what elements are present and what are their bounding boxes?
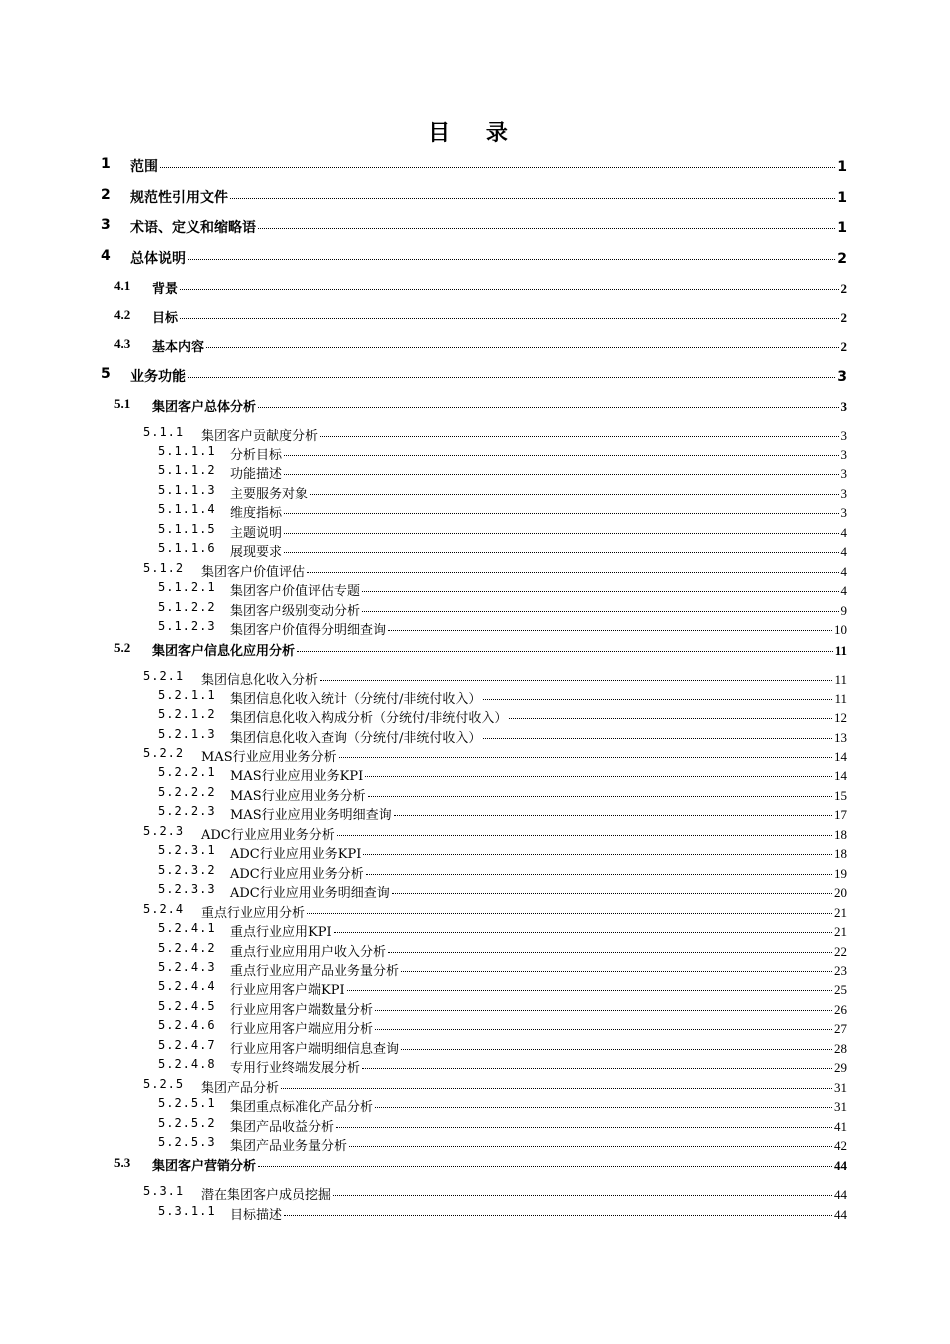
toc-entry-title: 基本内容 xyxy=(152,340,205,355)
toc-entry-level-4[interactable] xyxy=(0,619,950,638)
dot-leader xyxy=(375,1029,832,1030)
dot-leader xyxy=(258,228,835,229)
toc-entry-page-number: 2 xyxy=(837,251,847,267)
toc-entry-level-4[interactable] xyxy=(0,1204,950,1223)
toc-entry-level-2[interactable] xyxy=(0,396,950,415)
toc-entry-page-number: 2 xyxy=(840,310,847,325)
toc-entry-level-4[interactable] xyxy=(0,960,950,979)
toc-entry-level-4[interactable] xyxy=(0,863,950,882)
toc-entry-number: 5.1.1.6 xyxy=(158,541,216,555)
toc-entry-title: 维度指标 xyxy=(230,506,283,521)
toc-entry-number: 5.1.2.3 xyxy=(158,619,216,633)
toc-entry-number: 5.2.4.3 xyxy=(158,960,216,974)
toc-entry-page-number: 11 xyxy=(834,691,847,706)
toc-entry-title: 集团客户价值得分明细查询 xyxy=(230,623,387,638)
toc-entry-page-number: 4 xyxy=(840,583,847,598)
toc-entry-level-4[interactable] xyxy=(0,444,950,463)
toc-entry-page-number: 3 xyxy=(840,428,847,443)
toc-entry-number: 5.3 xyxy=(114,1155,131,1170)
dot-leader xyxy=(483,699,832,700)
toc-entry-level-1[interactable] xyxy=(0,248,950,268)
toc-entry-number: 5.1.2.1 xyxy=(158,580,216,594)
toc-entry-page-number: 28 xyxy=(834,1041,847,1056)
dot-leader xyxy=(347,990,832,991)
toc-entry-number: 5 xyxy=(101,366,111,382)
toc-entry-page-number: 15 xyxy=(834,788,847,803)
toc-entry-number: 5.2.4.7 xyxy=(158,1038,216,1052)
dot-leader xyxy=(349,1146,832,1147)
toc-entry-page-number: 44 xyxy=(834,1187,847,1202)
toc-entry-number: 5.2.4 xyxy=(143,902,185,916)
toc-entry-title: 展现要求 xyxy=(230,545,283,560)
toc-entry-title: 行业应用客户端数量分析 xyxy=(230,1003,374,1018)
toc-entry-title: 背景 xyxy=(152,282,179,297)
toc-entry-title: 目标描述 xyxy=(230,1208,283,1223)
toc-entry-number: 5.2.3.3 xyxy=(158,882,216,896)
toc-entry-title: 功能描述 xyxy=(230,467,283,482)
dot-leader xyxy=(284,1215,832,1216)
toc-entry-level-4[interactable] xyxy=(0,843,950,862)
toc-entry-title: ADC行业应用业务分析 xyxy=(230,867,364,882)
toc-entry-number: 5.2.2.3 xyxy=(158,804,216,818)
toc-entry-level-4[interactable] xyxy=(0,1116,950,1135)
toc-entry-title: 范围 xyxy=(130,159,158,175)
dot-leader xyxy=(375,1107,832,1108)
toc-entry-page-number: 11 xyxy=(834,643,847,658)
toc-entry-level-4[interactable] xyxy=(0,522,950,541)
toc-entry-number: 5.1.2.2 xyxy=(158,600,216,614)
toc-entry-number: 5.2.3 xyxy=(143,824,185,838)
toc-entry-page-number: 11 xyxy=(834,672,847,687)
dot-leader xyxy=(388,630,832,631)
toc-entry-page-number: 1 xyxy=(837,190,847,206)
toc-entry-number: 5.1.1.5 xyxy=(158,522,216,536)
dot-leader xyxy=(281,1088,832,1089)
toc-entry-level-4[interactable] xyxy=(0,580,950,599)
toc-entry-number: 5.2.4.1 xyxy=(158,921,216,935)
toc-entry-level-4[interactable] xyxy=(0,1057,950,1076)
toc-entry-number: 5.2.5.1 xyxy=(158,1096,216,1110)
toc-entry-title: 集团产品分析 xyxy=(201,1081,280,1096)
toc-entry-page-number: 21 xyxy=(834,905,847,920)
dot-leader xyxy=(180,318,838,319)
toc-entry-number: 5.1.1.4 xyxy=(158,502,216,516)
dot-leader xyxy=(388,952,832,953)
toc-entry-title: 主题说明 xyxy=(230,526,283,541)
toc-entry-level-4[interactable] xyxy=(0,1018,950,1037)
dot-leader xyxy=(284,513,838,514)
toc-entry-number: 5.2.4.6 xyxy=(158,1018,216,1032)
dot-leader xyxy=(188,377,835,378)
toc-entry-level-3[interactable] xyxy=(0,1184,950,1203)
dot-leader xyxy=(230,198,835,199)
toc-entry-number: 4.2 xyxy=(114,307,131,322)
toc-entry-title: 总体说明 xyxy=(130,251,186,267)
toc-entry-level-1[interactable] xyxy=(0,217,950,237)
toc-entry-level-1[interactable] xyxy=(0,187,950,207)
toc-entry-number: 5.1.1 xyxy=(143,425,185,439)
toc-entry-level-4[interactable] xyxy=(0,979,950,998)
dot-leader xyxy=(206,347,838,348)
toc-entry-page-number: 44 xyxy=(834,1158,847,1173)
toc-entry-level-4[interactable] xyxy=(0,1038,950,1057)
toc-entry-title: 集团信息化收入分析 xyxy=(201,673,319,688)
toc-entry-title: 业务功能 xyxy=(130,369,186,385)
toc-entry-level-3[interactable] xyxy=(0,902,950,921)
toc-entry-page-number: 21 xyxy=(834,924,847,939)
toc-entry-level-4[interactable] xyxy=(0,1135,950,1154)
toc-entry-level-4[interactable] xyxy=(0,502,950,521)
toc-entry-title: ADC行业应用业务明细查询 xyxy=(230,886,390,901)
dot-leader xyxy=(320,680,832,681)
toc-entry-page-number: 27 xyxy=(834,1021,847,1036)
toc-entry-level-3[interactable] xyxy=(0,824,950,843)
toc-entry-level-3[interactable] xyxy=(0,746,950,765)
dot-leader xyxy=(188,259,835,260)
toc-entry-level-4[interactable] xyxy=(0,483,950,502)
toc-entry-level-4[interactable] xyxy=(0,707,950,726)
toc-entry-number: 5.1.1.3 xyxy=(158,483,216,497)
toc-entry-number: 3 xyxy=(101,217,111,233)
toc-entry-number: 4.1 xyxy=(114,278,131,293)
toc-entry-page-number: 31 xyxy=(834,1080,847,1095)
toc-entry-page-number: 13 xyxy=(834,730,847,745)
toc-entry-level-4[interactable] xyxy=(0,941,950,960)
toc-entry-number: 5.1.1.1 xyxy=(158,444,216,458)
dot-leader xyxy=(394,815,832,816)
toc-entry-title: 行业应用客户端应用分析 xyxy=(230,1022,374,1037)
toc-entry-level-4[interactable] xyxy=(0,921,950,940)
toc-entry-level-2[interactable] xyxy=(0,1155,950,1174)
toc-entry-title: 重点行业应用分析 xyxy=(201,906,306,921)
toc-entry-level-4[interactable] xyxy=(0,999,950,1018)
toc-entry-page-number: 3 xyxy=(837,369,847,385)
dot-leader xyxy=(368,796,832,797)
toc-entry-number: 5.2.1.3 xyxy=(158,727,216,741)
toc-entry-title: 集团客户贡献度分析 xyxy=(201,429,319,444)
toc-entry-title: 集团信息化收入查询（分统付/非统付收入） xyxy=(230,731,482,746)
toc-entry-page-number: 4 xyxy=(840,525,847,540)
toc-entry-level-3[interactable] xyxy=(0,1077,950,1096)
toc-entry-page-number: 17 xyxy=(834,807,847,822)
toc-entry-number: 5.2.5.3 xyxy=(158,1135,216,1149)
toc-entry-page-number: 3 xyxy=(840,399,847,414)
toc-entry-page-number: 23 xyxy=(834,963,847,978)
toc-entry-level-1[interactable] xyxy=(0,156,950,176)
toc-entry-title: ADC行业应用业务KPI xyxy=(230,847,362,862)
toc-entry-page-number: 29 xyxy=(834,1060,847,1075)
dot-leader xyxy=(392,893,832,894)
toc-entry-level-3[interactable] xyxy=(0,425,950,444)
toc-entry-title: 分析目标 xyxy=(230,448,283,463)
toc-entry-title: 集团信息化收入统计（分统付/非统付收入） xyxy=(230,692,482,707)
toc-entry-number: 5.1.2 xyxy=(143,561,185,575)
toc-entry-number: 5.2.1 xyxy=(143,669,185,683)
toc-entry-number: 5.1 xyxy=(114,396,131,411)
dot-leader xyxy=(160,167,835,168)
toc-entry-title: 集团客户营销分析 xyxy=(152,1159,257,1174)
dot-leader xyxy=(284,533,838,534)
toc-entry-page-number: 18 xyxy=(834,827,847,842)
dot-leader xyxy=(483,738,832,739)
toc-entry-title: 集团产品业务量分析 xyxy=(230,1139,348,1154)
toc-entry-page-number: 1 xyxy=(837,220,847,236)
toc-entry-title: MAS行业应用业务明细查询 xyxy=(230,808,392,823)
toc-entry-number: 5.2.4.8 xyxy=(158,1057,216,1071)
dot-leader xyxy=(307,572,838,573)
toc-entry-level-4[interactable] xyxy=(0,785,950,804)
toc-entry-page-number: 4 xyxy=(840,544,847,559)
toc-title: 目 录 xyxy=(428,121,522,146)
toc-entry-level-1[interactable] xyxy=(0,366,950,386)
dot-leader xyxy=(362,1068,832,1069)
toc-entry-title: MAS行业应用业务分析 xyxy=(201,750,337,765)
dot-leader xyxy=(258,407,838,408)
dot-leader xyxy=(375,1010,832,1011)
dot-leader xyxy=(333,1195,832,1196)
toc-entry-level-4[interactable] xyxy=(0,882,950,901)
toc-entry-title: 重点行业应用KPI xyxy=(230,925,332,940)
dot-leader xyxy=(401,971,832,972)
toc-entry-level-4[interactable] xyxy=(0,727,950,746)
toc-entry-level-2[interactable] xyxy=(0,278,950,297)
toc-entry-level-4[interactable] xyxy=(0,688,950,707)
dot-leader xyxy=(320,436,838,437)
toc-entry-page-number: 20 xyxy=(834,885,847,900)
toc-entry-number: 5.2.2.2 xyxy=(158,785,216,799)
dot-leader xyxy=(284,474,838,475)
toc-entry-number: 5.2.2.1 xyxy=(158,765,216,779)
toc-entry-level-2[interactable] xyxy=(0,307,950,326)
toc-entry-number: 5.2 xyxy=(114,640,131,655)
toc-entry-number: 5.2.2 xyxy=(143,746,185,760)
dot-leader xyxy=(339,757,832,758)
toc-entry-title: 行业应用客户端明细信息查询 xyxy=(230,1042,400,1057)
toc-entry-page-number: 44 xyxy=(834,1207,847,1222)
toc-entry-page-number: 18 xyxy=(834,846,847,861)
toc-entry-title: 潜在集团客户成员挖掘 xyxy=(201,1188,332,1203)
toc-entry-title: 重点行业应用产品业务量分析 xyxy=(230,964,400,979)
toc-entry-number: 5.2.3.1 xyxy=(158,843,216,857)
dot-leader xyxy=(366,874,832,875)
dot-leader xyxy=(336,1127,832,1128)
toc-entry-title: 重点行业应用用户收入分析 xyxy=(230,945,387,960)
dot-leader xyxy=(334,932,832,933)
toc-entry-page-number: 1 xyxy=(837,159,847,175)
toc-entry-title: 集团产品收益分析 xyxy=(230,1120,335,1135)
toc-entry-title: 规范性引用文件 xyxy=(130,190,228,206)
toc-entry-page-number: 14 xyxy=(834,749,847,764)
dot-leader xyxy=(307,913,832,914)
toc-entry-level-3[interactable] xyxy=(0,669,950,688)
toc-entry-page-number: 4 xyxy=(840,564,847,579)
dot-leader xyxy=(180,289,838,290)
toc-entry-number: 4.3 xyxy=(114,336,131,351)
toc-entry-title: 目标 xyxy=(152,311,179,326)
toc-entry-page-number: 19 xyxy=(834,866,847,881)
dot-leader xyxy=(284,455,838,456)
dot-leader xyxy=(401,1049,832,1050)
dot-leader xyxy=(310,494,838,495)
toc-entry-page-number: 14 xyxy=(834,768,847,783)
toc-entry-page-number: 10 xyxy=(834,622,847,637)
toc-entry-page-number: 22 xyxy=(834,944,847,959)
toc-entry-page-number: 3 xyxy=(840,505,847,520)
toc-entry-page-number: 9 xyxy=(840,603,847,618)
toc-entry-number: 5.2.5 xyxy=(143,1077,185,1091)
toc-entry-number: 5.2.3.2 xyxy=(158,863,216,877)
dot-leader xyxy=(362,611,838,612)
toc-entry-page-number: 26 xyxy=(834,1002,847,1017)
toc-entry-title: MAS行业应用业务分析 xyxy=(230,789,366,804)
toc-entry-title: 集团客户级别变动分析 xyxy=(230,604,361,619)
toc-entry-level-4[interactable] xyxy=(0,541,950,560)
toc-entry-page-number: 25 xyxy=(834,982,847,997)
toc-entry-number: 5.2.1.1 xyxy=(158,688,216,702)
dot-leader xyxy=(362,591,838,592)
toc-entry-level-4[interactable] xyxy=(0,1096,950,1115)
dot-leader xyxy=(509,718,832,719)
toc-entry-level-4[interactable] xyxy=(0,765,950,784)
toc-entry-number: 5.3.1 xyxy=(143,1184,185,1198)
toc-entry-number: 5.2.4.5 xyxy=(158,999,216,1013)
toc-entry-page-number: 31 xyxy=(834,1099,847,1114)
toc-entry-number: 5.1.1.2 xyxy=(158,463,216,477)
dot-leader xyxy=(258,1166,832,1167)
toc-entry-level-2[interactable] xyxy=(0,336,950,355)
toc-entry-title: 集团客户价值评估 xyxy=(201,565,306,580)
dot-leader xyxy=(363,854,832,855)
dot-leader xyxy=(337,835,832,836)
toc-entry-title: 术语、定义和缩略语 xyxy=(130,220,256,236)
toc-entry-title: 专用行业终端发展分析 xyxy=(230,1061,361,1076)
toc-entry-level-4[interactable] xyxy=(0,600,950,619)
toc-entry-number: 5.2.5.2 xyxy=(158,1116,216,1130)
toc-entry-level-4[interactable] xyxy=(0,463,950,482)
toc-entry-title: 集团客户信息化应用分析 xyxy=(152,644,296,659)
dot-leader xyxy=(284,552,838,553)
toc-entry-page-number: 3 xyxy=(840,466,847,481)
toc-entry-page-number: 2 xyxy=(840,281,847,296)
toc-entry-number: 4 xyxy=(101,248,111,264)
toc-entry-level-4[interactable] xyxy=(0,804,950,823)
toc-entry-page-number: 2 xyxy=(840,339,847,354)
toc-entry-page-number: 3 xyxy=(840,447,847,462)
toc-entry-page-number: 3 xyxy=(840,486,847,501)
toc-entry-number: 5.2.4.2 xyxy=(158,941,216,955)
dot-leader xyxy=(365,776,832,777)
toc-entry-title: ADC行业应用业务分析 xyxy=(201,828,335,843)
toc-entry-level-3[interactable] xyxy=(0,561,950,580)
toc-entry-title: 主要服务对象 xyxy=(230,487,309,502)
toc-entry-page-number: 41 xyxy=(834,1119,847,1134)
toc-entry-page-number: 42 xyxy=(834,1138,847,1153)
dot-leader xyxy=(297,651,833,652)
toc-entry-page-number: 12 xyxy=(834,710,847,725)
toc-entry-title: 集团重点标准化产品分析 xyxy=(230,1100,374,1115)
toc-entry-number: 5.2.4.4 xyxy=(158,979,216,993)
toc-entry-title: 行业应用客户端KPI xyxy=(230,983,345,998)
toc-entry-number: 2 xyxy=(101,187,111,203)
toc-entry-number: 5.3.1.1 xyxy=(158,1204,216,1218)
toc-entry-level-2[interactable] xyxy=(0,640,950,659)
toc-entry-title: 集团客户总体分析 xyxy=(152,400,257,415)
toc-entry-number: 5.2.1.2 xyxy=(158,707,216,721)
toc-entry-title: 集团信息化收入构成分析（分统付/非统付收入） xyxy=(230,711,508,726)
toc-entry-number: 1 xyxy=(101,156,111,172)
toc-entry-title: MAS行业应用业务KPI xyxy=(230,769,364,784)
toc-entry-title: 集团客户价值评估专题 xyxy=(230,584,361,599)
